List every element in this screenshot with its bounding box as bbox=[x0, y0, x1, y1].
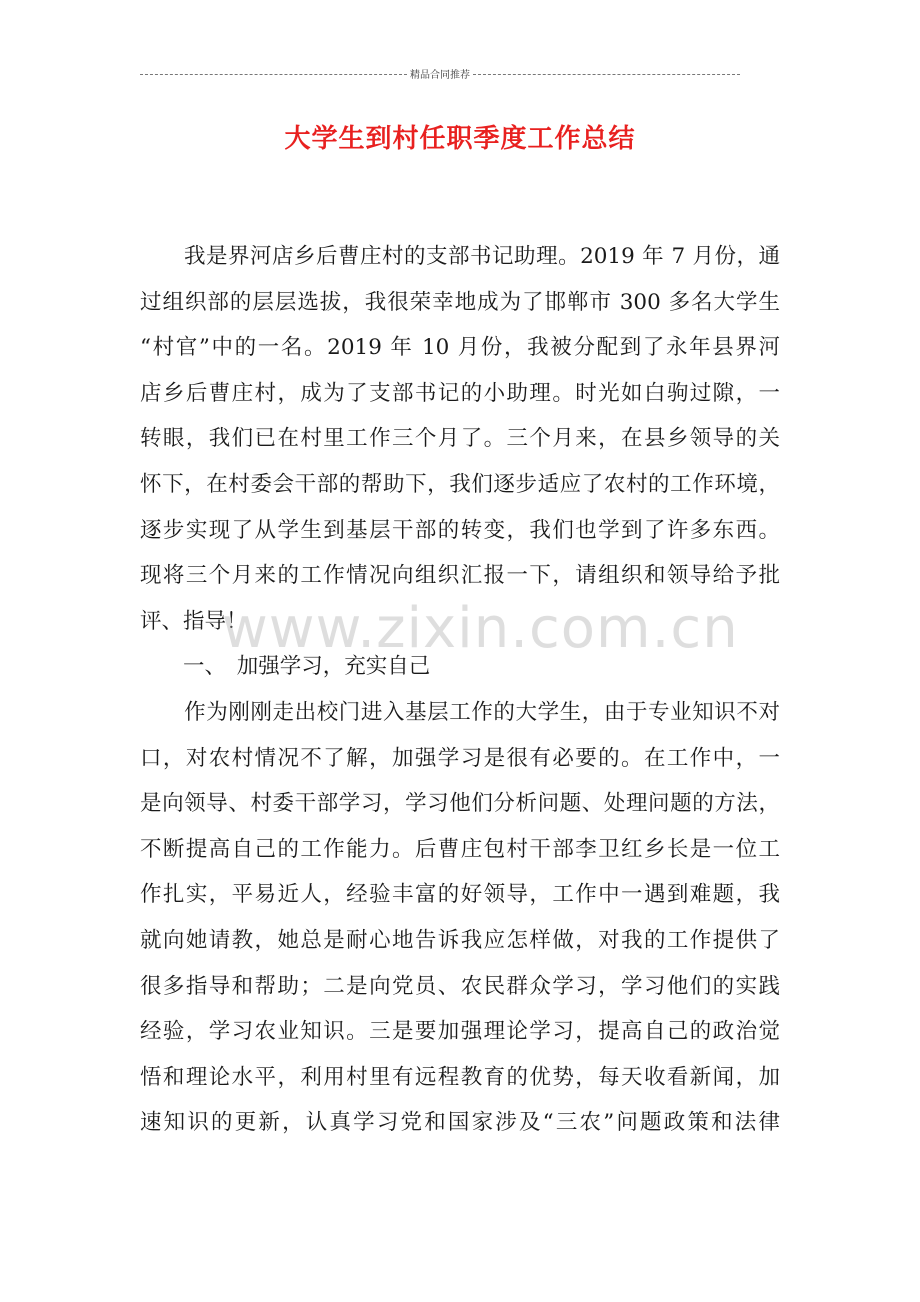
document-body bbox=[140, 234, 780, 1146]
body-line: 就向她请教，她总是耐心地告诉我应怎样做，对我的工作提供了 bbox=[140, 927, 780, 953]
body-line: 作为刚刚走出校门进入基层工作的大学生，由于专业知识不对 bbox=[140, 699, 780, 725]
section-heading: 一、 加强学习，充实自己 bbox=[140, 654, 431, 680]
body-line: 经验，学习农业知识。三是要加强理论学习，提高自己的政治觉 bbox=[140, 1019, 780, 1045]
body-line: 很多指导和帮助；二是向党员、农民群众学习，学习他们的实践 bbox=[140, 973, 780, 999]
body-line: 现将三个月来的工作情况向组织汇报一下，请组织和领导给予批 bbox=[140, 563, 780, 589]
body-line: 逐步实现了从学生到基层干部的转变，我们也学到了许多东西。 bbox=[140, 517, 780, 543]
document-title: 大学生到村任职季度工作总结 bbox=[284, 124, 636, 154]
body-line: 过组织部的层层选拔，我很荣幸地成为了邯郸市 300 多名大学生 bbox=[140, 289, 780, 315]
body-line: 悟和理论水平，利用村里有远程教育的优势，每天收看新闻，加 bbox=[140, 1064, 780, 1090]
body-line: 口，对农村情况不了解，加强学习是很有必要的。在工作中，一 bbox=[140, 745, 780, 771]
body-line: 转眼，我们已在村里工作三个月了。三个月来，在县乡领导的关 bbox=[140, 426, 780, 452]
header-dash-left bbox=[140, 74, 407, 75]
body-line: 不断提高自己的工作能力。后曹庄包村干部李卫红乡长是一位工 bbox=[140, 836, 780, 862]
watermark-text: www.zixin.com.cn bbox=[222, 596, 739, 661]
body-line: 评、指导！ bbox=[140, 608, 248, 634]
header-dash-right bbox=[473, 74, 740, 75]
header-label: 精品合同推荐 bbox=[410, 70, 470, 81]
body-line: 作扎实，平易近人，经验丰富的好领导，工作中一遇到难题，我 bbox=[140, 882, 780, 908]
body-line: 速知识的更新，认真学习党和国家涉及“三农”问题政策和法律 bbox=[140, 1110, 780, 1136]
body-line: 怀下，在村委会干部的帮助下，我们逐步适应了农村的工作环境， bbox=[140, 471, 780, 497]
page-header bbox=[140, 66, 740, 81]
body-line: 是向领导、村委干部学习，学习他们分析问题、处理问题的方法， bbox=[140, 791, 780, 817]
body-line: 店乡后曹庄村，成为了支部书记的小助理。时光如白驹过隙，一 bbox=[140, 380, 780, 406]
body-line: 我是界河店乡后曹庄村的支部书记助理。2019 年 7 月份，通 bbox=[140, 244, 780, 269]
body-line: “村官”中的一名。2019 年 10 月份，我被分配到了永年县界河 bbox=[140, 335, 780, 361]
